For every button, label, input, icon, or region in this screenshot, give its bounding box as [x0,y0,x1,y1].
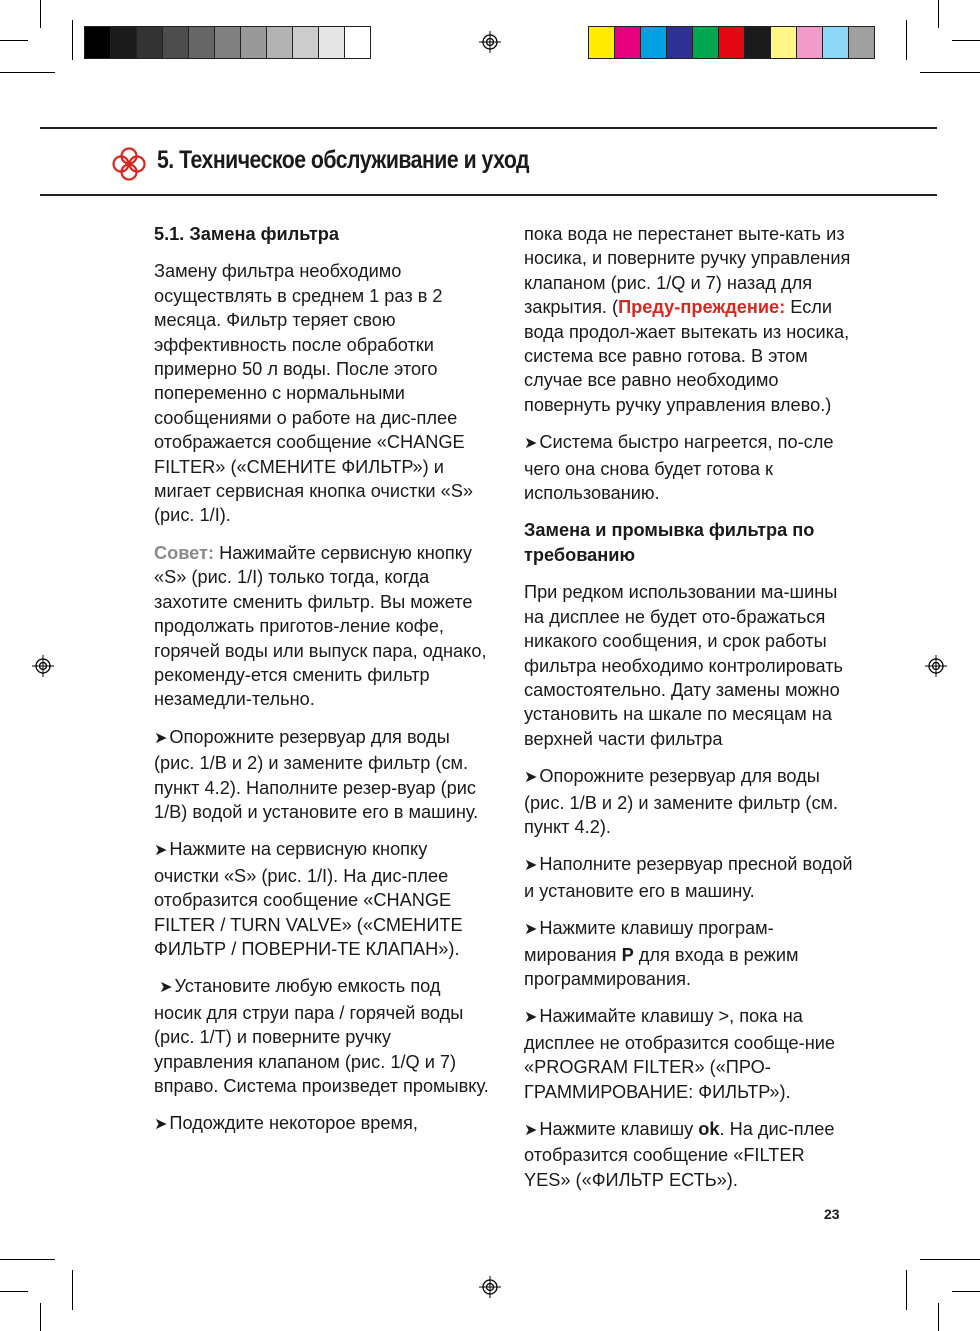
registration-mark-icon [32,655,54,677]
tip-text: Нажимайте сервисную кнопку «S» (рис. 1/I) только тогда, когда захотите сменить фильтр. Вы можете продолжать приготов-ление кофе, горячей воды или выпуск пара, однако, рекоменду-ется сменить фильтр незамедли-тельно. [154,542,487,710]
step-item [524,916,854,991]
color-swatch [615,27,641,58]
grayscale-color-bar [84,26,371,59]
step-text: . На дис-плее отобразится сообщение «FILTER YES» («ФИЛЬТР ЕСТЬ»). [524,1119,835,1190]
step-item [524,1117,854,1192]
flower-logo-icon [110,145,148,183]
crop-mark [920,72,980,73]
registration-mark-icon [479,1276,501,1298]
step-text: Нажимайте клавишу >, пока на дисплее не отобразится сообще-ние «PROGRAM FILTER» («ПРО-ГРАММИРОВАНИЕ: ФИЛЬТР»). [524,1006,836,1102]
color-swatch [345,27,370,58]
crop-mark [40,0,41,28]
crop-mark [0,1259,55,1260]
color-swatch [849,27,874,58]
crop-mark [920,1259,980,1260]
right-column [524,222,854,1205]
crop-mark [40,1303,41,1331]
color-swatch [589,27,615,58]
intro-paragraph: Замену фильтра необходимо осуществлять в среднем 1 раз в 2 месяца. Фильтр теряет свою эффективность после обработки примерно 50 л воды. После этого попеременно с нормальными сообщениями о работе на дис-плее отображается сообщение «CHANGE FILTER» («СМЕНИТЕ ФИЛЬТР») и мигает сервисная кнопка очистки «S» (рис. 1/I). [154,261,473,526]
crop-mark [952,1291,980,1292]
arrow-bullet-icon: ➤ [524,857,538,875]
body-paragraph: При редком использовании ма-шины на дисплее не будет ото-бражаться никакого сообщения, и срок работы фильтра необходимо контролировать самостоятельно. Дату замены можно установить на шкале по месяцам на верхней части фильтра [524,582,843,749]
tip-paragraph [154,541,489,712]
color-swatch [293,27,319,58]
step-item [154,1111,489,1137]
arrow-bullet-icon: ➤ [159,979,173,997]
color-swatch [771,27,797,58]
arrow-bullet-icon: ➤ [524,921,538,939]
color-swatch [215,27,241,58]
color-swatch [137,27,163,58]
crop-mark [0,72,55,73]
step-text: Подождите некоторое время, [169,1113,418,1134]
arrow-bullet-icon: ➤ [524,1009,538,1027]
color-swatch [641,27,667,58]
header-bottom-rule [40,194,937,196]
crop-mark [0,1291,28,1292]
crop-mark [906,1270,907,1310]
color-swatch [693,27,719,58]
step-item [524,764,854,839]
continuation-text: пока вода не перестанет выте-кать из носика, и поверните ручку управления клапаном (рис. 1/Q и 7) назад для закрытия. ( [524,224,851,318]
arrow-bullet-icon: ➤ [154,1116,168,1134]
step-text: Система быстро нагреется, по-сле чего она снова будет готова к использованию. [524,432,834,504]
tip-label: Совет: [154,542,215,563]
header-top-rule [40,127,937,129]
step-text: Опорожните резервуар для воды (рис. 1/B и 2) и замените фильтр (см. пункт 4.2). Наполните резер-вуар (рис 1/B) водой и установите его в машину. [154,726,479,822]
arrow-bullet-icon: ➤ [524,769,538,787]
color-swatch [319,27,345,58]
warning-text: Если вода продол-жает вытекать из носика, система все равно готова. В этом случае все равно необходимо повернуть ручку управления влево.) [524,297,850,415]
page-number: 23 [824,1206,840,1222]
crop-mark [906,20,907,60]
color-swatch [163,27,189,58]
step-text: Нажмите клавишу [539,1119,699,1139]
color-swatch [241,27,267,58]
step-text: Нажмите клавишу програм-мирования [524,918,774,965]
step-item [524,430,854,505]
subsection-heading: Замена и промывка фильтра по требованию [524,520,815,565]
crop-mark [72,20,73,60]
crop-mark [952,40,980,41]
warning-label: Преду-преждение: [618,297,786,318]
left-column [154,222,489,1151]
color-swatch [111,27,137,58]
color-swatch [667,27,693,58]
crop-mark [0,40,28,41]
crop-mark [72,1270,73,1310]
key-name: ok [698,1119,720,1139]
step-text: Наполните резервуар пресной водой и установите его в машину. [524,854,853,901]
registration-mark-icon [925,655,947,677]
step-item [154,837,489,961]
crop-mark [938,0,939,28]
step-text: Нажмите на сервисную кнопку очистки «S» (рис. 1/I). На дис-плее отобразится сообщение «CHANGE FILTER / TURN VALVE» («СМЕНИТЕ ФИЛЬТР / ПОВЕРНИ-ТЕ КЛАПАН»). [154,839,463,959]
registration-mark-icon [479,31,501,53]
step-text: Опорожните резервуар для воды (рис. 1/B и 2) и замените фильтр (см. пункт 4.2). [524,766,839,837]
arrow-bullet-icon: ➤ [524,1122,538,1139]
color-swatch [189,27,215,58]
step-item [524,852,854,903]
arrow-bullet-icon: ➤ [154,729,168,747]
key-name: P [621,944,634,965]
color-swatch [719,27,745,58]
color-swatch [745,27,771,58]
color-swatch [797,27,823,58]
color-swatch [267,27,293,58]
step-text: для входа в режим программирования. [524,944,799,989]
section-title: 5. Техническое обслуживание и уход [157,146,530,174]
arrow-bullet-icon: ➤ [524,435,538,453]
continuation-paragraph [524,222,854,417]
process-color-bar [588,26,875,59]
step-item [154,725,489,825]
step-text: Установите любую емкость под носик для струи пара / горячей воды (рис. 1/T) и поверните ручку управления клапаном (рис. 1/Q и 7) вправо. Система произведет промывку. [154,976,489,1096]
step-item [154,974,489,1098]
color-swatch [85,27,111,58]
crop-mark [938,1303,939,1331]
step-item [524,1004,854,1104]
color-swatch [823,27,849,58]
subsection-heading: 5.1. Замена фильтра [154,224,339,244]
arrow-bullet-icon: ➤ [154,842,168,860]
